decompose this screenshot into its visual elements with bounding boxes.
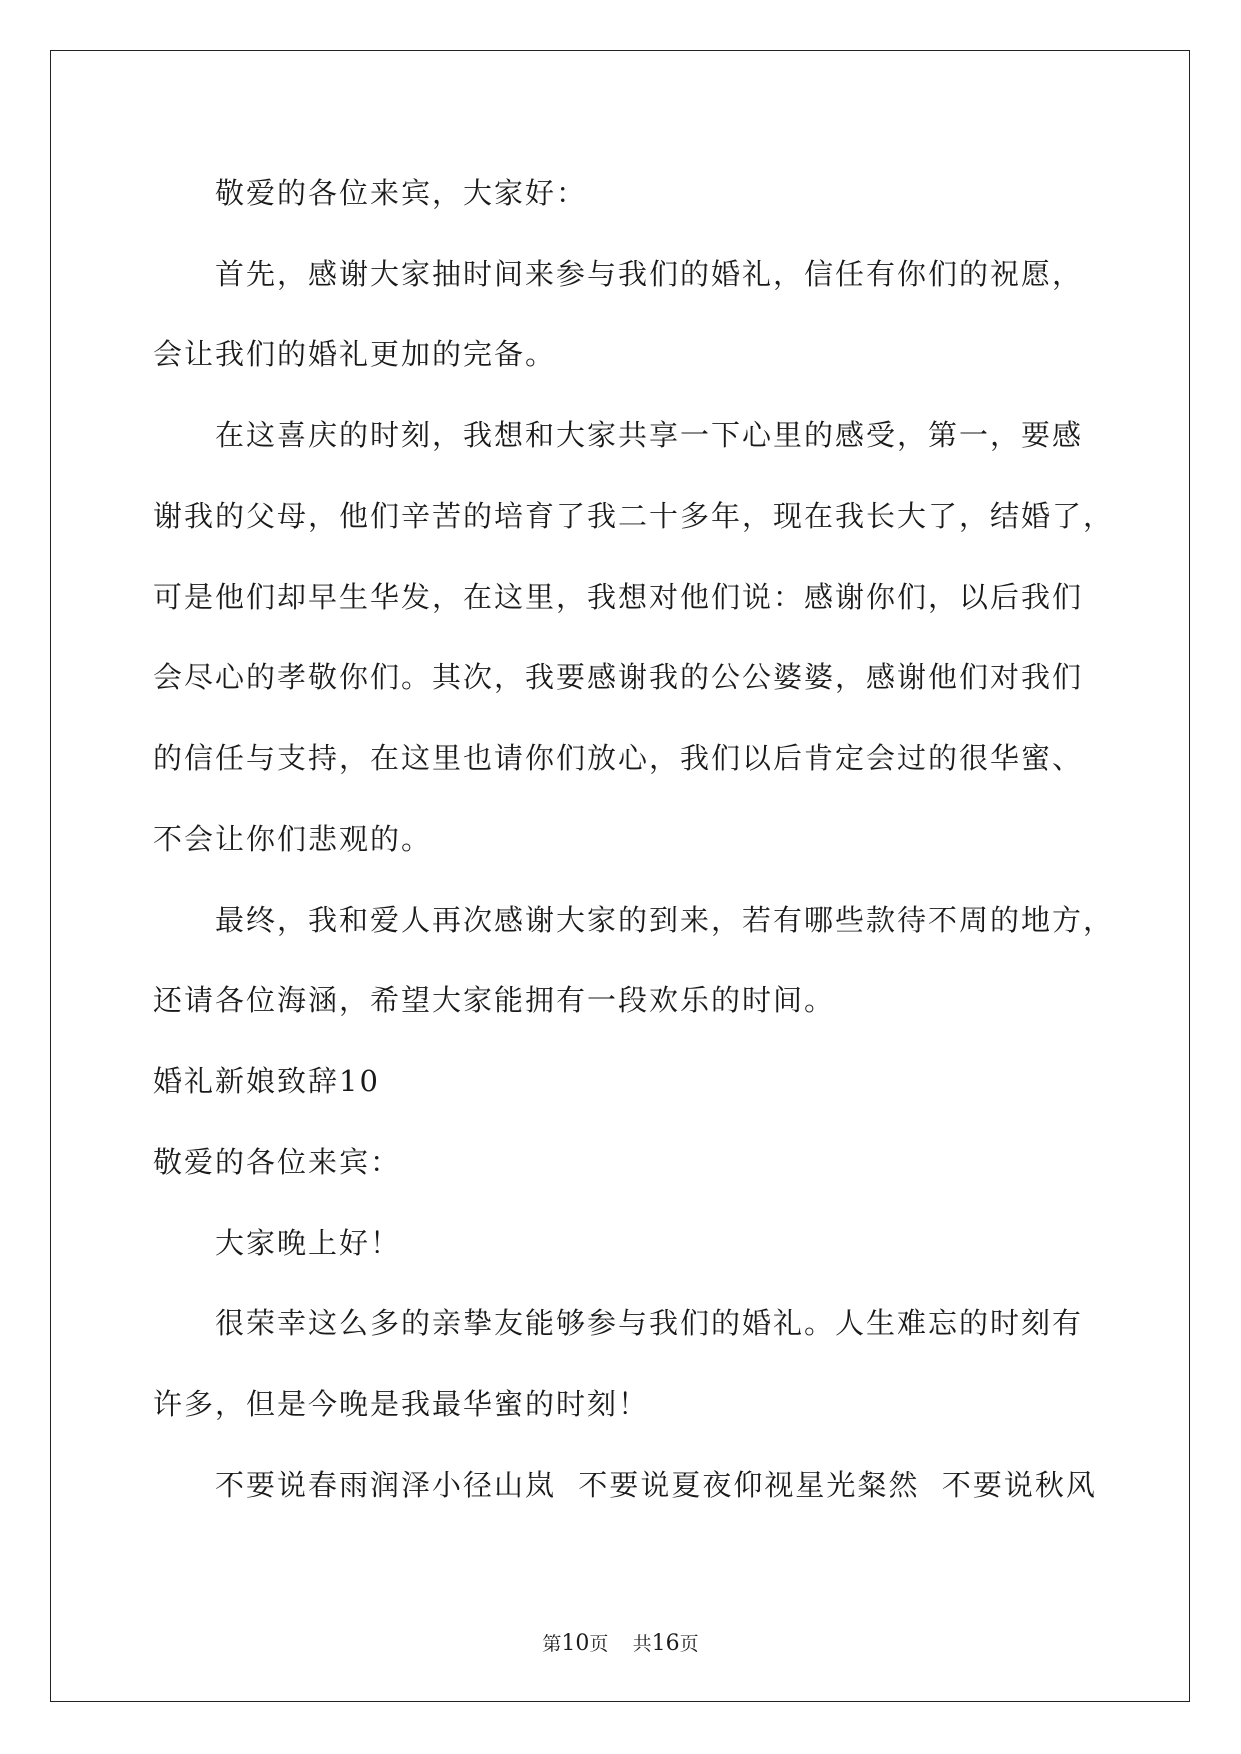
page-footer [0, 1632, 1241, 1656]
salutation-line: 敬爱的各位来宾： [153, 1145, 402, 1179]
paragraph-line: 最终，我和爱人再次感谢大家的到来，若有哪些款待不周的地方， [215, 903, 1115, 937]
footer-mid: 页 共 [589, 1633, 652, 1655]
footer-prefix: 第 [542, 1633, 562, 1655]
footer-suffix: 页 [679, 1633, 699, 1655]
paragraph-line: 不要说春雨润泽小径山岚 不要说夏夜仰视星光粲然 不要说秋风 [215, 1468, 1097, 1502]
page-frame [50, 50, 1190, 1702]
paragraph-line: 首先，感谢大家抽时间来参与我们的婚礼，信任有你们的祝愿， [215, 257, 1084, 291]
paragraph-line: 会让我们的婚礼更加的完备。 [153, 337, 557, 371]
current-page-number: 10 [561, 1631, 590, 1656]
paragraph-line: 大家晚上好！ [215, 1226, 402, 1260]
paragraph-line: 很荣幸这么多的亲挚友能够参与我们的婚礼。人生难忘的时刻有 [215, 1306, 1084, 1340]
total-page-number: 16 [651, 1631, 680, 1656]
paragraph-line: 许多，但是今晚是我最华蜜的时刻！ [153, 1387, 650, 1421]
paragraph-line: 在这喜庆的时刻，我想和大家共享一下心里的感受，第一，要感 [215, 418, 1084, 452]
paragraph-line: 会尽心的孝敬你们。其次，我要感谢我的公公婆婆，感谢他们对我们 [153, 660, 1084, 694]
paragraph-line: 谢我的父母，他们辛苦的培育了我二十多年，现在我长大了，结婚了， [153, 499, 1115, 533]
greeting-line: 敬爱的各位来宾，大家好： [215, 176, 588, 210]
section-heading: 婚礼新娘致辞10 [153, 1064, 380, 1098]
paragraph-line: 可是他们却早生华发，在这里，我想对他们说：感谢你们，以后我们 [153, 580, 1084, 614]
paragraph-line: 的信任与支持，在这里也请你们放心，我们以后肯定会过的很华蜜、 [153, 741, 1084, 775]
paragraph-line: 还请各位海涵，希望大家能拥有一段欢乐的时间。 [153, 983, 836, 1017]
paragraph-line: 不会让你们悲观的。 [153, 822, 433, 856]
